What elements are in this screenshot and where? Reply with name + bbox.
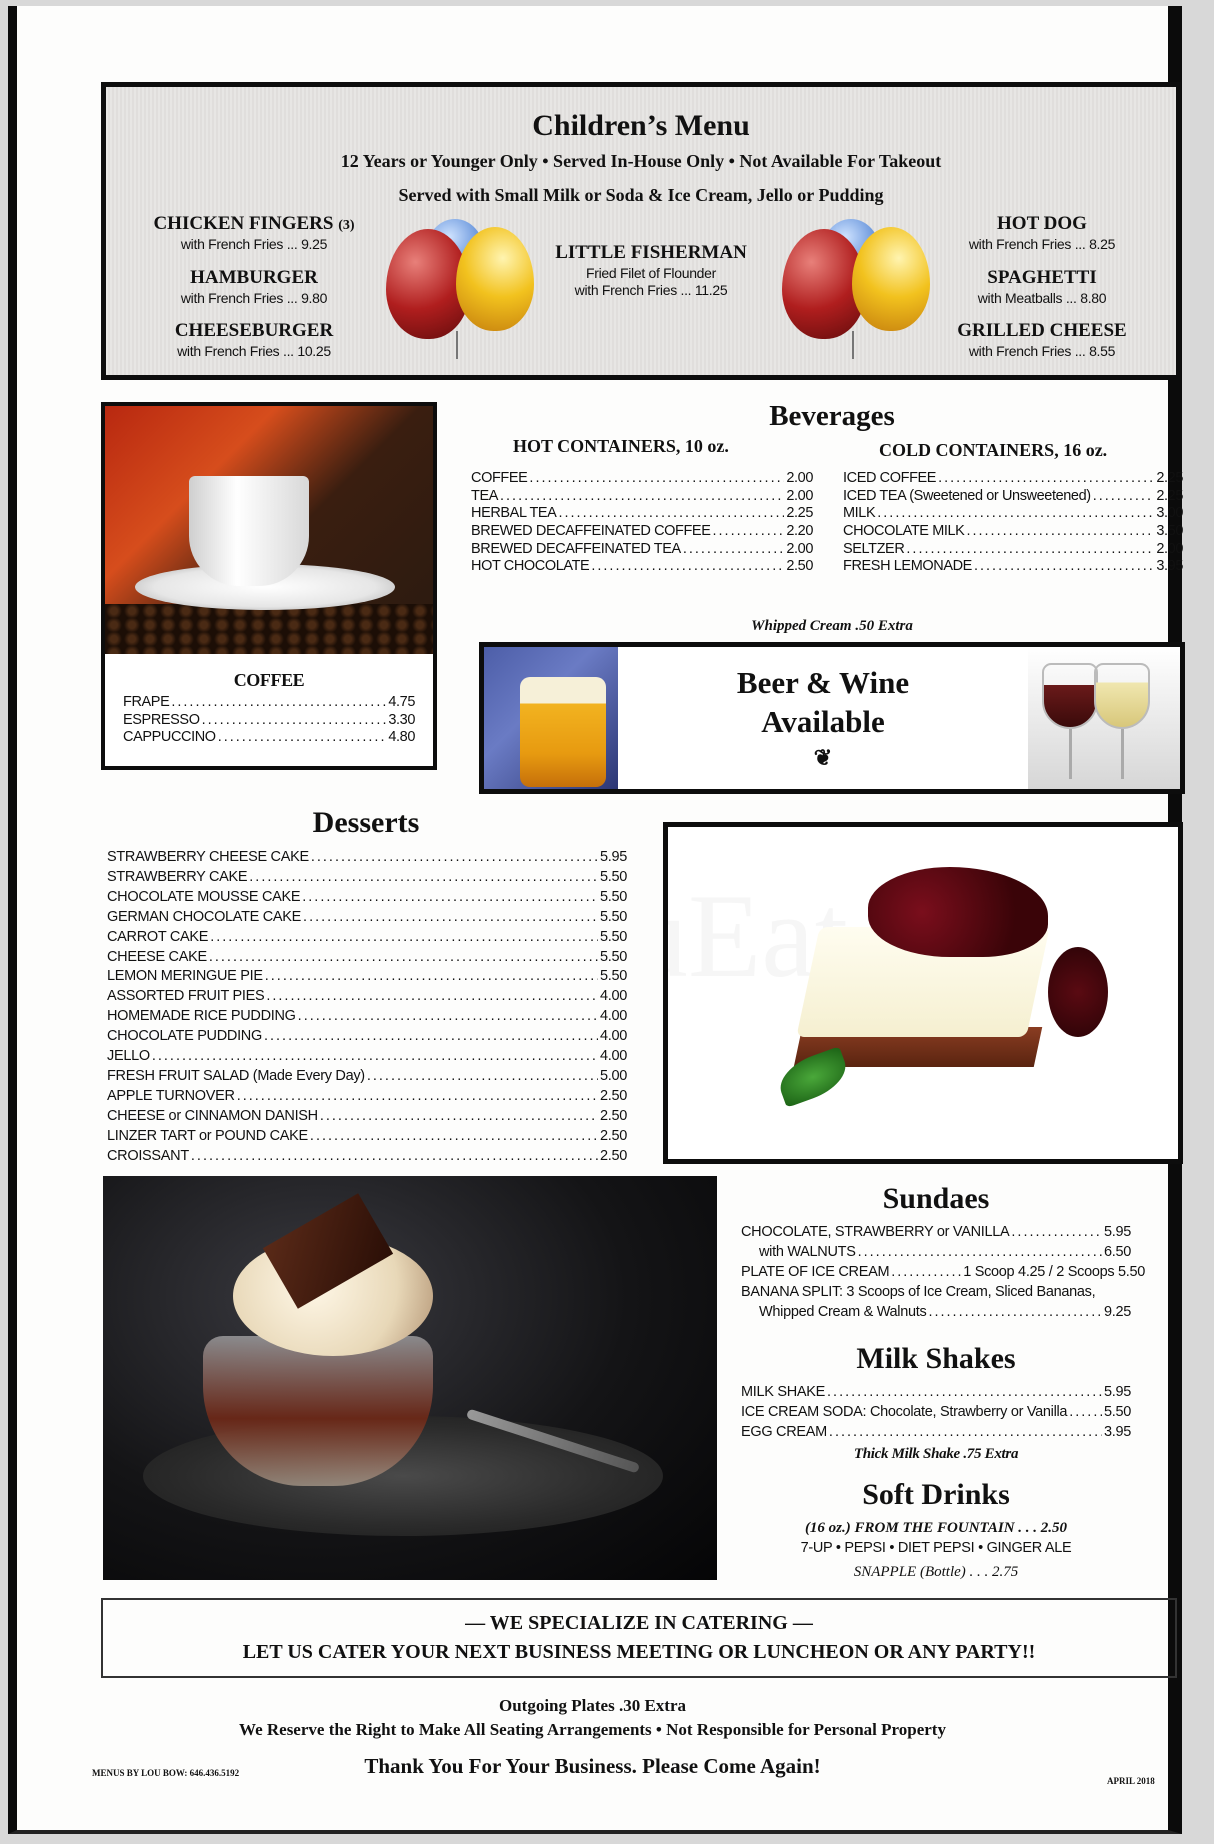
coffee-list	[105, 658, 433, 747]
sundae-item: with WALNUTS ..... 6.50	[741, 1242, 1131, 1262]
dessert-item: ASSORTED FRUIT PIES ..... 4.00	[107, 987, 627, 1007]
sundae-item: CHOCOLATE, STRAWBERRY or VANILLA ..... 5.95	[741, 1222, 1131, 1242]
outgoing-plates-note: Outgoing Plates .30 Extra	[499, 1696, 686, 1715]
cheesecake-photo	[663, 822, 1183, 1164]
hot-containers-heading: HOT CONTAINERS, 10 oz.	[513, 436, 729, 456]
kids-item-grilled-cheese: GRILLED CHEESE with French Fries ... 8.55	[957, 320, 1127, 359]
sundae-item: BANANA SPLIT: 3 Scoops of Ice Cream, Sliced Bananas,	[741, 1284, 1096, 1300]
beer-wine-banner	[479, 642, 1185, 794]
soft-drinks-info	[741, 1520, 1131, 1581]
dessert-item: LINZER TART or POUND CAKE ..... 2.50	[107, 1127, 627, 1147]
kids-item-chicken-fingers: CHICKEN FINGERS (3) with French Fries ... 9.25	[153, 213, 355, 252]
cold-containers-heading: COLD CONTAINERS, 16 oz.	[879, 440, 1108, 460]
beverage-item: CHOCOLATE MILK ..... 3.50	[843, 523, 1183, 541]
hot-beverages-list	[471, 470, 813, 576]
dessert-item: CHOCOLATE PUDDING ..... 4.00	[107, 1027, 627, 1047]
balloons-icon-right	[782, 219, 932, 359]
catering-headline: — WE SPECIALIZE IN CATERING —	[465, 1612, 813, 1634]
milk-shake-item: ICE CREAM SODA: Chocolate, Strawberry or Vanilla ..... 5.50	[741, 1402, 1131, 1422]
ornament-icon: ❦	[813, 744, 833, 770]
kids-item-spaghetti: SPAGHETTI with Meatballs ... 8.80	[977, 267, 1107, 306]
beverage-item: BREWED DECAFFEINATED TEA ..... 2.00	[471, 541, 813, 559]
milk-shake-item: EGG CREAM ..... 3.95	[741, 1422, 1131, 1442]
beverage-item: ICED TEA (Sweetened or Unsweetened) ..... 2.25	[843, 488, 1183, 506]
beverage-item: SELTZER ..... 2.00	[843, 541, 1183, 559]
beverage-item: ICED COFFEE ..... 2.25	[843, 470, 1183, 488]
menu-credit: MENUS BY LOU BOW: 646.436.5192	[92, 1768, 240, 1778]
milk-shake-item: MILK SHAKE ..... 5.95	[741, 1382, 1131, 1402]
balloons-icon-left	[386, 219, 536, 359]
beverage-item: HOT CHOCOLATE ..... 2.50	[471, 558, 813, 576]
dessert-item: STRAWBERRY CHEESE CAKE ..... 5.95	[107, 848, 627, 868]
dessert-item: HOMEMADE RICE PUDDING ..... 4.00	[107, 1007, 627, 1027]
thick-shake-note: Thick Milk Shake .75 Extra	[853, 1446, 1019, 1462]
menu-page	[8, 6, 1182, 1834]
dessert-item: STRAWBERRY CAKE ..... 5.50	[107, 868, 627, 888]
childrens-menu-title: Children’s Menu	[532, 109, 750, 142]
dessert-item: CARROT CAKE ..... 5.50	[107, 928, 627, 948]
dessert-item: APPLE TURNOVER ..... 2.50	[107, 1087, 627, 1107]
beer-wine-text: Beer & Wine Available ❦	[618, 663, 1028, 772]
cold-beverages-list	[843, 470, 1183, 576]
beverage-item: BREWED DECAFFEINATED COFFEE ..... 2.20	[471, 523, 813, 541]
childrens-menu-box	[101, 82, 1181, 380]
beverage-item: MILK ..... 3.00	[843, 505, 1183, 523]
whipped-cream-note: Whipped Cream .50 Extra	[751, 618, 913, 634]
policy-note: We Reserve the Right to Make All Seating Arrangements • Not Responsible for Personal Property	[239, 1720, 946, 1739]
kids-item-hot-dog: HOT DOG with French Fries ... 8.25	[968, 213, 1116, 252]
beverage-item: FRESH LEMONADE ..... 3.95	[843, 558, 1183, 576]
sundae-item: PLATE OF ICE CREAM ..... 1 Scoop 4.25 / 2 Scoops 5.50	[741, 1262, 1131, 1282]
milk-shakes-title: Milk Shakes	[856, 1342, 1016, 1375]
dessert-item: JELLO ..... 4.00	[107, 1047, 627, 1067]
catering-tagline: LET US CATER YOUR NEXT BUSINESS MEETING OR LUNCHEON OR ANY PARTY!!	[242, 1641, 1036, 1663]
sundaes-title: Sundaes	[882, 1182, 990, 1215]
sundae-item: Whipped Cream & Walnuts ..... 9.25	[741, 1302, 1131, 1322]
sundae-photo	[103, 1176, 717, 1580]
catering-banner	[101, 1598, 1177, 1678]
beverages-title: Beverages	[769, 400, 895, 432]
dessert-item: CHEESE or CINNAMON DANISH ..... 2.50	[107, 1107, 627, 1127]
fountain-flavors: 7-UP • PEPSI • DIET PEPSI • GINGER ALE	[800, 1540, 1072, 1556]
dessert-item: GERMAN CHOCOLATE CAKE ..... 5.50	[107, 908, 627, 928]
fountain-price: (16 oz.) FROM THE FOUNTAIN . . . 2.50	[804, 1520, 1068, 1536]
dessert-item: FRESH FRUIT SALAD (Made Every Day) ..... 5.00	[107, 1067, 627, 1087]
childrens-menu-restrictions: 12 Years or Younger Only • Served In-House Only • Not Available For Takeout	[340, 151, 942, 171]
soft-drinks-title: Soft Drinks	[862, 1478, 1010, 1511]
coffee-heading: COFFEE	[233, 670, 305, 690]
beer-mug-photo	[484, 647, 618, 789]
coffee-item: CAPPUCCINO ..... 4.80	[123, 729, 415, 747]
coffee-item: ESPRESSO ..... 3.30	[123, 712, 415, 730]
kids-item-hamburger: HAMBURGER with French Fries ... 9.80	[180, 267, 328, 306]
beverage-item: HERBAL TEA ..... 2.25	[471, 505, 813, 523]
thank-you-message: Thank You For Your Business. Please Come Again!	[364, 1754, 821, 1778]
desserts-title: Desserts	[312, 806, 420, 839]
wine-glasses-photo	[1028, 647, 1180, 789]
sundaes-list	[741, 1222, 1146, 1322]
coffee-box	[101, 402, 437, 770]
kids-item-cheeseburger: CHEESEBURGER with French Fries ... 10.25	[174, 320, 334, 359]
coffee-cup-photo	[105, 406, 433, 654]
menu-date: APRIL 2018	[1107, 1776, 1155, 1786]
dessert-item: CROISSANT ..... 2.50	[107, 1147, 627, 1167]
kids-item-little-fisherman: LITTLE FISHERMAN Fried Filet of Flounder with French Fries ... 11.25	[555, 242, 747, 298]
milk-shakes-list	[741, 1382, 1131, 1463]
dessert-item: CHEESE CAKE ..... 5.50	[107, 948, 627, 968]
beverage-item: TEA ..... 2.00	[471, 488, 813, 506]
childrens-menu-served-with: Served with Small Milk or Soda & Ice Cream, Jello or Pudding	[398, 185, 884, 205]
dessert-item: LEMON MERINGUE PIE ..... 5.50	[107, 967, 627, 987]
dessert-item: CHOCOLATE MOUSSE CAKE ..... 5.50	[107, 888, 627, 908]
beverage-item: COFFEE ..... 2.00	[471, 470, 813, 488]
snapple-price: SNAPPLE (Bottle) . . . 2.75	[853, 1564, 1019, 1580]
desserts-list	[107, 848, 627, 1167]
coffee-item: FRAPE ..... 4.75	[123, 694, 415, 712]
